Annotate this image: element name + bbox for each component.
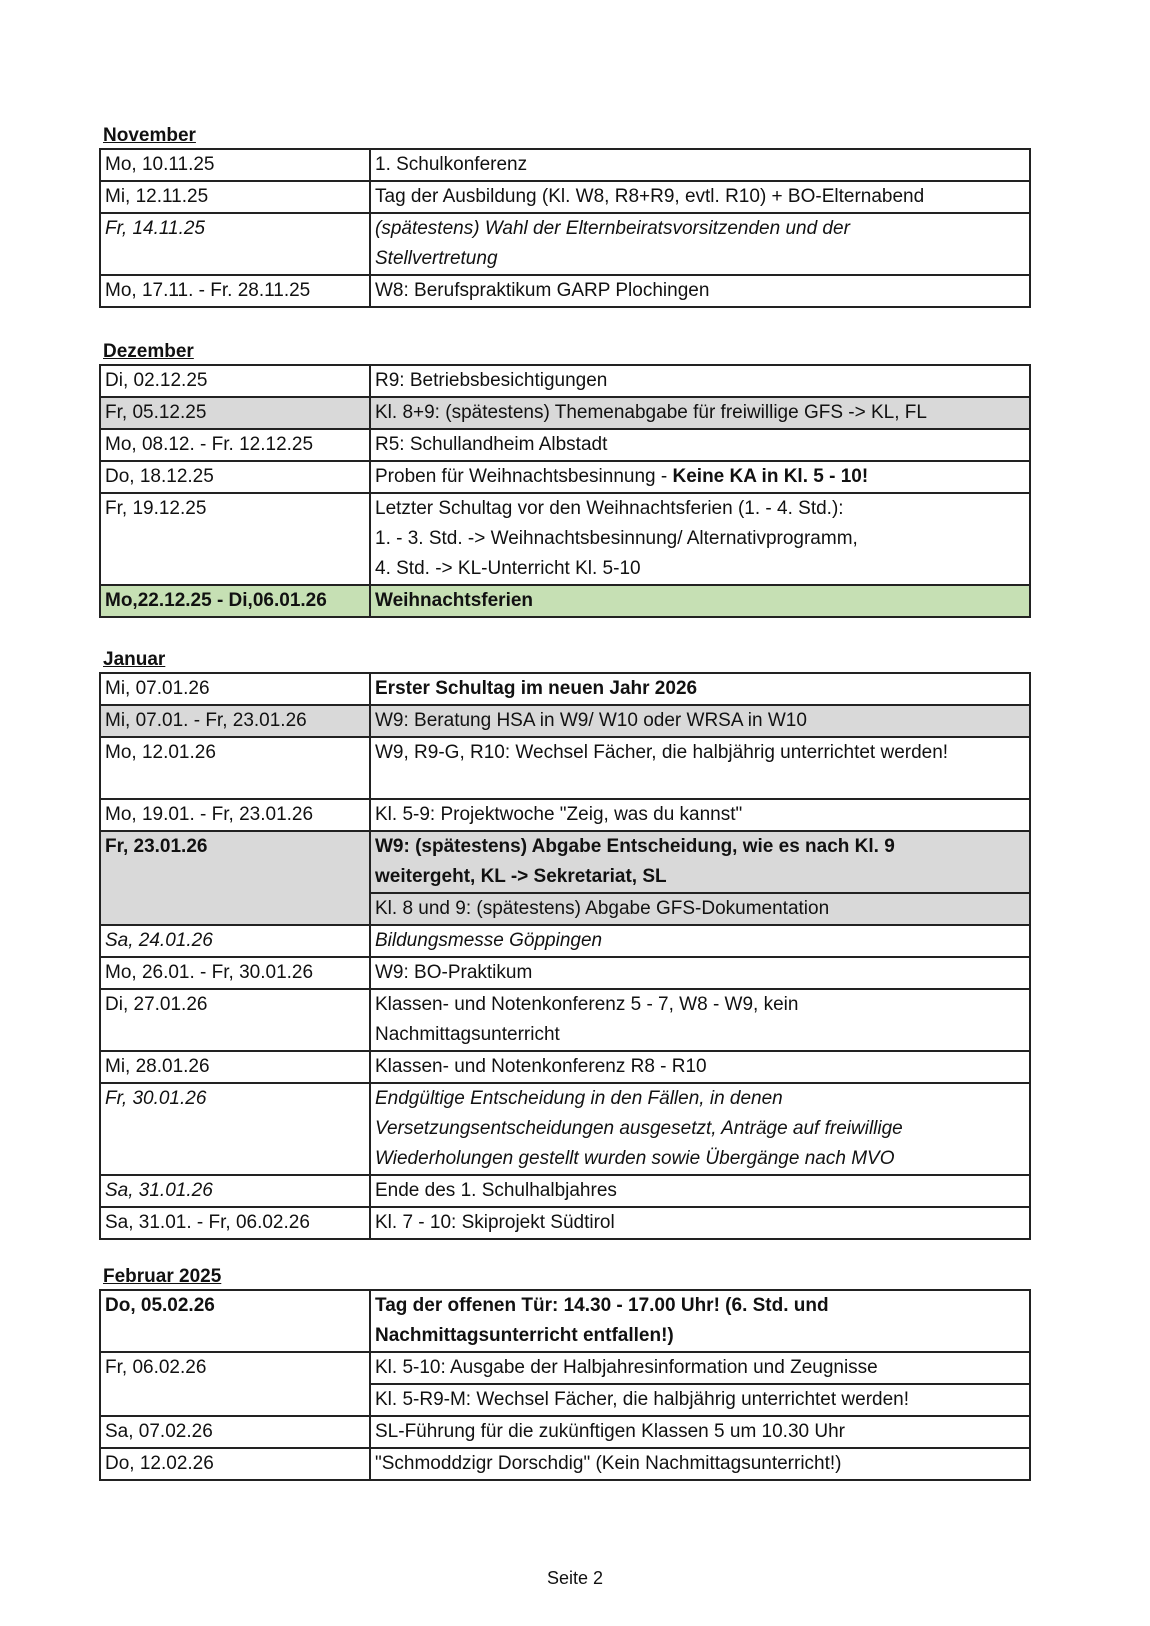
event-line: 1. - 3. Std. -> Weihnachtsbesinnung/ Alternativprogramm, (375, 528, 858, 549)
table-row (100, 365, 1030, 397)
date-cell: Fr, 06.02.26 (100, 1352, 370, 1416)
event-line: Nachmittagsunterricht entfallen!) (375, 1325, 674, 1346)
table-row (100, 989, 1030, 1051)
event-cell (370, 893, 1030, 925)
event-line (375, 462, 1025, 492)
event-cell (370, 737, 1030, 799)
event-cell (370, 799, 1030, 831)
date-cell: Mo, 26.01. - Fr, 30.01.26 (100, 957, 370, 989)
date-cell: Fr, 14.11.25 (100, 213, 370, 275)
date-cell: Sa, 07.02.26 (100, 1416, 370, 1448)
event-line: Stellvertretung (375, 248, 498, 269)
date-cell: Fr, 19.12.25 (100, 493, 370, 585)
table-row (100, 1290, 1030, 1352)
date-cell: Sa, 31.01.26 (100, 1175, 370, 1207)
section-heading: Dezember (103, 341, 194, 362)
event-cell (370, 1175, 1030, 1207)
date-cell: Mo, 17.11. - Fr. 28.11.25 (100, 275, 370, 307)
table-row (100, 1083, 1030, 1175)
event-cell (370, 1051, 1030, 1083)
event-cell (370, 957, 1030, 989)
event-line: Kl. 5-R9-M: Wechsel Fächer, die halbjährig unterrichtet werden! (375, 1389, 910, 1410)
event-cell (370, 275, 1030, 307)
table-row (100, 799, 1030, 831)
date-cell: Mi, 12.11.25 (100, 181, 370, 213)
date-cell: Mo, 12.01.26 (100, 737, 370, 799)
event-cell (370, 989, 1030, 1051)
date-cell: Mo, 10.11.25 (100, 149, 370, 181)
event-line: Letzter Schultag vor den Weihnachtsferien (1. - 4. Std.): (375, 498, 844, 519)
table-row (100, 275, 1030, 307)
event-cell (370, 925, 1030, 957)
event-line: Klassen- und Notenkonferenz 5 - 7, W8 - W9, kein (375, 994, 799, 1015)
schedule-table (99, 364, 1031, 618)
event-cell (370, 705, 1030, 737)
date-cell: Di, 27.01.26 (100, 989, 370, 1051)
event-line: "Schmoddzigr Dorschdig" (Kein Nachmittagsunterricht!) (375, 1453, 842, 1474)
section-januar (99, 648, 1031, 1240)
event-line: R9: Betriebsbesichtigungen (375, 370, 608, 391)
event-line: Kl. 7 - 10: Skiprojekt Südtirol (375, 1212, 615, 1233)
table-row (100, 397, 1030, 429)
date-cell: Di, 02.12.25 (100, 365, 370, 397)
event-cell (370, 461, 1030, 493)
event-line: Bildungsmesse Göppingen (375, 930, 603, 951)
event-cell (370, 365, 1030, 397)
event-line: Tag der Ausbildung (Kl. W8, R8+R9, evtl. R10) + BO-Elternabend (375, 186, 925, 207)
event-line: SL-Führung für die zukünftigen Klassen 5 um 10.30 Uhr (375, 1421, 845, 1442)
date-cell: Do, 12.02.26 (100, 1448, 370, 1480)
table-row (100, 429, 1030, 461)
schedule-table (99, 148, 1031, 308)
table-row (100, 1051, 1030, 1083)
date-cell: Mi, 07.01.26 (100, 673, 370, 705)
event-text: Proben für Weihnachtsbesinnung - (375, 466, 673, 487)
date-cell: Mi, 28.01.26 (100, 1051, 370, 1083)
table-row (100, 1352, 1030, 1384)
date-cell: Do, 05.02.26 (100, 1290, 370, 1352)
date-cell: Mi, 07.01. - Fr, 23.01.26 (100, 705, 370, 737)
event-line: Nachmittagsunterricht (375, 1024, 560, 1045)
section-heading: November (103, 125, 196, 146)
event-line: Kl. 5-10: Ausgabe der Halbjahresinformation und Zeugnisse (375, 1357, 878, 1378)
table-row (100, 1448, 1030, 1480)
page-number: Seite 2 (546, 1568, 604, 1588)
event-cell (370, 149, 1030, 181)
schedule-table (99, 672, 1031, 1240)
table-row (100, 493, 1030, 585)
date-cell: Fr, 30.01.26 (100, 1083, 370, 1175)
event-line: W9: BO-Praktikum (375, 962, 533, 983)
table-row (100, 1416, 1030, 1448)
date-cell: Do, 18.12.25 (100, 461, 370, 493)
event-line: Kl. 8+9: (spätestens) Themenabgabe für freiwillige GFS -> KL, FL (375, 402, 927, 423)
event-line: Weihnachtsferien (375, 590, 534, 611)
event-emphasis: Keine KA in Kl. 5 - 10! (672, 466, 869, 487)
event-cell (370, 429, 1030, 461)
table-row (100, 673, 1030, 705)
event-cell (370, 1416, 1030, 1448)
event-cell (370, 181, 1030, 213)
schedule-table (99, 1289, 1031, 1481)
event-line: Erster Schultag im neuen Jahr 2026 (375, 678, 698, 699)
event-cell (370, 1384, 1030, 1416)
event-cell (370, 1352, 1030, 1384)
date-cell: Mo, 19.01. - Fr, 23.01.26 (100, 799, 370, 831)
event-cell (370, 585, 1030, 617)
event-line: R5: Schullandheim Albstadt (375, 434, 608, 455)
section-november (99, 124, 1031, 308)
table-row (100, 1175, 1030, 1207)
event-line: Klassen- und Notenkonferenz R8 - R10 (375, 1056, 707, 1077)
table-row (100, 585, 1030, 617)
date-cell: Fr, 23.01.26 (100, 831, 370, 925)
event-cell (370, 1290, 1030, 1352)
table-row (100, 737, 1030, 799)
event-cell (370, 493, 1030, 585)
event-line: W9: Beratung HSA in W9/ W10 oder WRSA in W10 (375, 710, 807, 731)
event-line: W9, R9-G, R10: Wechsel Fächer, die halbjährig unterrichtet werden! (375, 742, 949, 763)
table-row (100, 831, 1030, 893)
event-line: weitergeht, KL -> Sekretariat, SL (375, 866, 667, 887)
table-row (100, 925, 1030, 957)
event-cell (370, 1207, 1030, 1239)
section-heading: Januar (103, 649, 166, 670)
event-line: Tag der offenen Tür: 14.30 - 17.00 Uhr! (6. Std. und (375, 1295, 829, 1316)
event-cell (370, 1448, 1030, 1480)
date-cell: Sa, 24.01.26 (100, 925, 370, 957)
event-line: 4. Std. -> KL-Unterricht Kl. 5-10 (375, 558, 641, 579)
date-cell: Mo, 08.12. - Fr. 12.12.25 (100, 429, 370, 461)
section-dezember (99, 340, 1031, 618)
event-cell (370, 673, 1030, 705)
table-row (100, 181, 1030, 213)
event-cell (370, 213, 1030, 275)
table-row (100, 705, 1030, 737)
event-line: 1. Schulkonferenz (375, 154, 528, 175)
event-cell (370, 397, 1030, 429)
date-cell: Sa, 31.01. - Fr, 06.02.26 (100, 1207, 370, 1239)
event-line: Versetzungsentscheidungen ausgesetzt, Anträge auf freiwillige (375, 1118, 903, 1139)
table-row (100, 213, 1030, 275)
event-line: W8: Berufspraktikum GARP Plochingen (375, 280, 710, 301)
table-row (100, 1207, 1030, 1239)
event-cell (370, 1083, 1030, 1175)
section-februar (99, 1265, 1031, 1481)
event-line: W9: (spätestens) Abgabe Entscheidung, wie es nach Kl. 9 (375, 836, 895, 857)
event-line: Kl. 8 und 9: (spätestens) Abgabe GFS-Dokumentation (375, 898, 830, 919)
event-line: Kl. 5-9: Projektwoche "Zeig, was du kannst" (375, 804, 743, 825)
table-row (100, 957, 1030, 989)
date-cell: Fr, 05.12.25 (100, 397, 370, 429)
event-line: (spätestens) Wahl der Elternbeiratsvorsitzenden und der (375, 218, 850, 239)
event-line: Wiederholungen gestellt wurden sowie Übergänge nach MVO (375, 1148, 895, 1169)
event-line: Endgültige Entscheidung in den Fällen, in denen (375, 1088, 783, 1109)
table-row (100, 149, 1030, 181)
date-cell: Mo,22.12.25 - Di,06.01.26 (100, 585, 370, 617)
section-heading: Februar 2025 (103, 1266, 222, 1287)
table-row (100, 461, 1030, 493)
event-cell (370, 831, 1030, 893)
event-line: Ende des 1. Schulhalbjahres (375, 1180, 617, 1201)
